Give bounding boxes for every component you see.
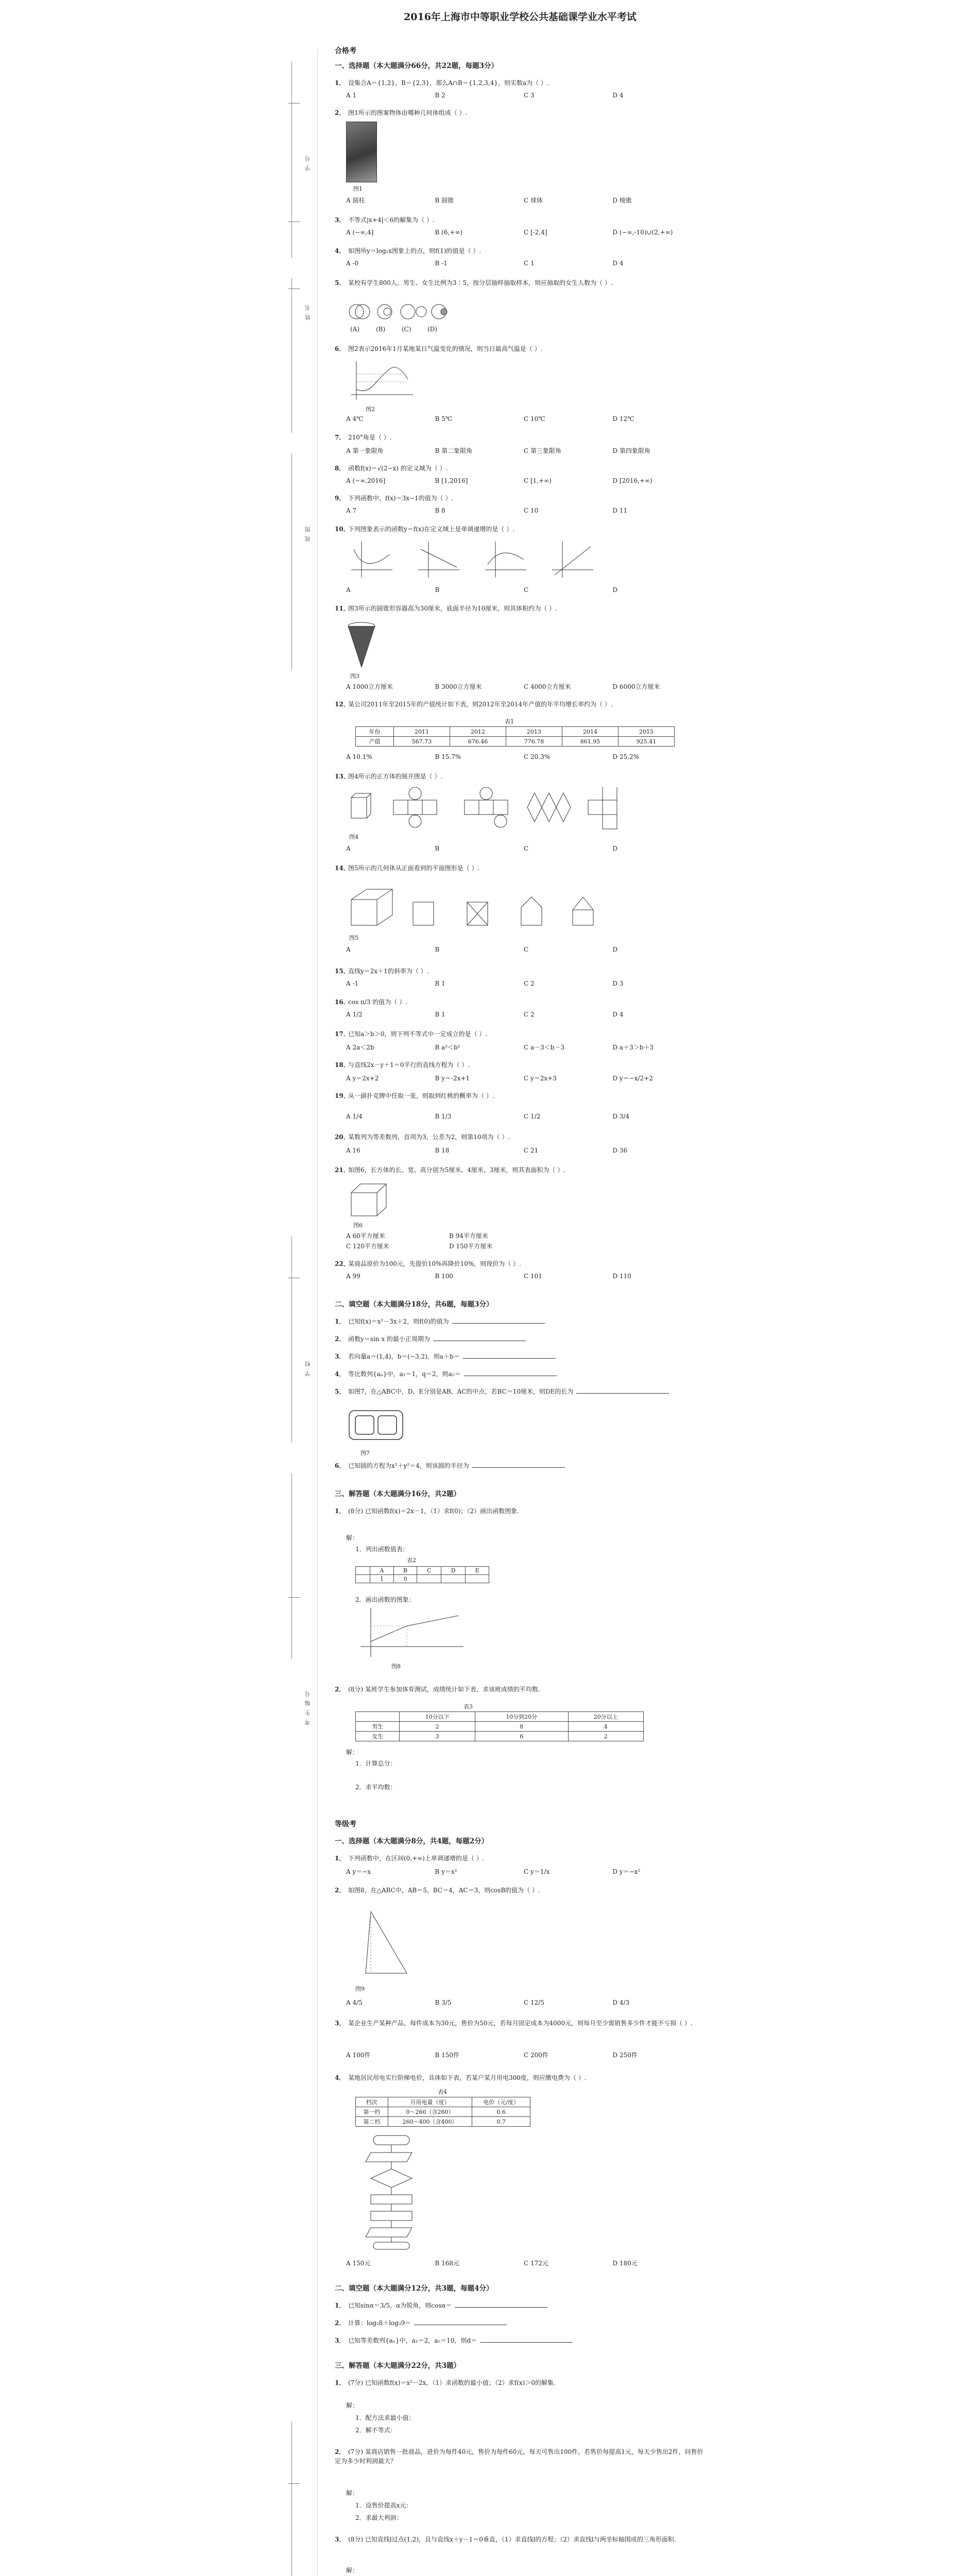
answer-2-step-2: 2．求平均数：	[355, 1784, 397, 1791]
question-7: 7． 210°角是（ ）.	[335, 434, 392, 441]
figure-1-caption: 图1	[353, 185, 363, 192]
question-22-options: A 99 B 100 C 101 D 110	[346, 1273, 631, 1280]
binding-line	[317, 49, 318, 2576]
margin-label-exam-no: 考 生 编 号	[304, 1690, 311, 1725]
b-answer-1-step-1: 1．配方法求最小值：	[355, 2414, 415, 2421]
question-4-options: A -0 B -1 C 1 D 4	[346, 260, 624, 267]
b-answer-2-step-1: 1．设售价提高x元：	[355, 2502, 412, 2509]
table-header-row: A B C D E	[356, 1567, 489, 1575]
question-13-net-figures	[346, 787, 634, 834]
question-11: 11．图3所示的圆锥形容器高为30厘米，底面半径为10厘米，则其体积约为（ ）.	[335, 605, 557, 612]
table-row: 男生 2 8 4	[356, 1722, 644, 1732]
answer-blank[interactable]	[452, 1317, 545, 1324]
fill-6: 6． 已知圆的方程为x²＋y²＝4，则该圆的半径为	[335, 1461, 706, 1470]
b-question-4-flowchart	[355, 2133, 427, 2251]
question-21-options-row2: C 120平方厘米 D 150平方厘米	[346, 1243, 493, 1250]
section-b-choice: 一、选择题（本大题满分8分，共4题，每题2分）	[335, 1837, 489, 1845]
table-header-row: 年份 2011 2012 2013 2014 2015	[356, 727, 675, 737]
question-14: 14．图5所示的几何体从正面看到的平面图形是（ ）.	[335, 865, 480, 872]
section-b-fill: 二、填空题（本大题满分12分，共3题，每题4分）	[335, 2284, 493, 2293]
margin-tick	[288, 103, 300, 104]
question-21: 21．如图6，长方体的长、宽、高分别为5厘米、4厘米、3厘米，则其表面积为（ ）.	[335, 1166, 566, 1174]
question-20-options: A 16 B 18 C 21 D 36	[346, 1147, 628, 1154]
answer-blank[interactable]	[414, 2318, 507, 2325]
question-15-options: A -1 B 1 C 2 D 3	[346, 980, 624, 987]
question-4: 4． 如图所y＝log₂x图象上的点，则f(1)的值是（ ）.	[335, 247, 482, 255]
table-4-caption: 表4	[438, 2089, 447, 2095]
figure-5-caption: 图5	[349, 935, 358, 941]
question-10: 10．下列图象表示的函数y＝f(x)在定义域上是单调递增的是（ ）.	[335, 526, 514, 533]
margin-tick	[288, 2483, 300, 2484]
question-17-options: A 2a＜2b B a²＜b² C a－3＜b－3 D a＋3＞b＋3	[346, 1044, 654, 1051]
table-2-caption: 表2	[407, 1557, 416, 1564]
question-6: 6． 图2表示2016年1月某地某日气温变化的情况，则当日最高气温是（ ）.	[335, 345, 543, 352]
question-10-options: A B C D	[346, 586, 618, 594]
figure-7-caption: 图7	[360, 1450, 370, 1456]
b-question-2: 2． 如图8，在△ABC中，AB＝5，BC＝4，AC＝3，则cosB的值为（ ）.	[335, 1887, 540, 1894]
fill-2: 2． 函数y＝sin x 的最小正周期为	[335, 1334, 706, 1344]
exam-title: 2016年上海市中等职业学校公共基础课学业水平考试	[404, 11, 637, 23]
question-16-options: A 1/2 B 1 C 2 D 4	[346, 1011, 624, 1018]
b-fill-3: 3． 已知等差数列{aₙ}中，a₁＝2，a₅＝10，则d＝	[335, 2336, 706, 2345]
table-row: 女生 3 6 2	[356, 1732, 644, 1741]
fill-5: 5． 如图7，在△ABC中，D、E分别是AB、AC的中点，若BC＝10厘米，则DE的长为	[335, 1387, 706, 1396]
question-2-photo	[346, 122, 377, 182]
answer-1-step-1: 1．列出函数值表：	[355, 1546, 409, 1553]
question-17: 17．已知a＞b＞0，则下列不等式中一定成立的是（ ）.	[335, 1030, 488, 1038]
fill-4: 4． 等比数列{aₙ}中，a₁＝1，q＝2，则a₅＝	[335, 1369, 706, 1379]
b-answer-question-1: 1． (7分) 已知函数f(x)＝x²－2x，（1）求函数的最小值；（2）求f(x)＞0的解集.	[335, 2379, 556, 2386]
question-19-options: A 1/4 B 1/3 C 1/2 D 3/4	[346, 1113, 630, 1120]
answer-blank[interactable]	[433, 1334, 526, 1341]
section-b-answer: 三、解答题（本大题满分22分，共3题）	[335, 2362, 461, 2370]
table-1-caption: 表1	[505, 718, 514, 725]
table-3-caption: 表3	[463, 1703, 473, 1710]
b-question-4: 4． 某地居民用电实行阶梯电价，具体如下表，若某户某月用电300度，则应缴电费为（ ）.	[335, 2074, 587, 2081]
b-answer-1-label: 解：	[346, 2402, 359, 2409]
margin-rule	[291, 62, 292, 258]
b-question-3: 3． 某企业生产某种产品，每件成本为30元，售价为50元，若每月固定成本为4000元，则每月至少需销售多少件才能不亏损（ ）.	[335, 2020, 693, 2027]
answer-blank[interactable]	[472, 1461, 565, 1468]
fill-3: 3． 若向量a＝(1,4)，b＝(−3,2)，则a＋b＝	[335, 1352, 706, 1361]
b-question-1-options: A y＝−x B y＝x² C y＝1/x D y＝−x²	[346, 1868, 641, 1875]
question-8-options: A (−∞,2016] B [1,2016] C [1,+∞) D [2016,+∞)	[346, 477, 652, 484]
question-1: 1． 设集合A＝{1,2}，B＝{2,3}，那么A∩B＝{1,2,3,4}，则实数a为（ ）.	[335, 79, 549, 87]
table-header-row: 10分以下 10分到20分 20分以上	[356, 1712, 644, 1722]
question-8: 8． 函数f(x)＝√(2−x) 的定义域为（ ）.	[335, 465, 448, 472]
question-10-function-graphs	[346, 539, 614, 580]
question-6-options: A 4℃ B 5℃ C 10℃ D 12℃	[346, 415, 634, 422]
b-answer-question-3: 3． (8分) 已知直线l过点(1,2)，且与直线x＋y－1＝0垂直，（1）求直线l的方程；（2）求直线l与两坐标轴围成的三角形面积.	[335, 2536, 676, 2543]
question-15: 15．直线y＝2x＋1的斜率为（ ）.	[335, 968, 429, 975]
margin-label-student-id: 学 号	[304, 155, 311, 171]
figure-3-caption: 图3	[350, 673, 359, 680]
answer-1-step-2: 2．画出函数的图象：	[355, 1596, 415, 1603]
question-14-solid-figures	[346, 879, 634, 936]
question-20: 20．某数列为等差数列，首项为3，公差为2，则第10项为（ ）.	[335, 1133, 510, 1141]
question-3: 3． 不等式|x+4|＜6的解集为（ ）.	[335, 216, 435, 224]
question-2-options: A 圆柱 B 圆锥 C 球体 D 棱锥	[346, 197, 632, 204]
question-18-options: A y＝2x+2 B y＝-2x+1 C y＝2x+3 D y＝−x/2+2	[346, 1075, 653, 1082]
question-11-cone-figure	[346, 618, 377, 675]
margin-label-name: 姓 名	[304, 304, 311, 320]
score-table	[355, 1711, 644, 1741]
part-advanced-label: 等级考	[335, 1820, 356, 1828]
fill-5-figure	[346, 1406, 408, 1448]
margin-label-class: 班 级	[304, 526, 311, 542]
section-a-choice: 一、选择题（本大题满分66分，共22题，每题3分）	[335, 62, 498, 70]
table-header-row: 档次 月用电量（度） 电价（元/度）	[356, 2097, 530, 2107]
question-13: 13．图4所示的正方体的展开图是（ ）.	[335, 773, 443, 780]
question-13-options: A B C D	[346, 845, 618, 852]
question-9: 9． 下列函数中，f(x)＝3x−1的值为（ ）.	[335, 495, 454, 502]
margin-rule	[291, 1236, 292, 1443]
table-row: 产值 567.73 676.46 776.78 861.95 925.41	[356, 737, 675, 747]
question-12: 12．某公司2011年至2015年的产值统计如下表，则2012年至2014年产值的年平均增长率约为（ ）.	[335, 701, 613, 708]
b-question-1: 1． 下列函数中，在区间(0,+∞)上单调递增的是（ ）.	[335, 1855, 485, 1862]
answer-2-step-1: 1．计算总分：	[355, 1760, 397, 1767]
question-21-box-figure	[346, 1180, 392, 1221]
b-fill-1: 1． 已知sinα＝3/5，α为锐角，则cosα＝	[335, 2301, 706, 2310]
margin-tick	[288, 1597, 300, 1598]
question-3-options: A (−∞,4] B (6,+∞) C [-2,4] D (−∞,-10)∪(2,+∞)	[346, 229, 673, 236]
answer-blank[interactable]	[464, 1369, 557, 1376]
b-question-2-triangle	[355, 1906, 417, 1984]
figure-4-caption: 图4	[349, 834, 358, 840]
function-value-table	[355, 1566, 489, 1583]
question-22: 22．某商品原价为100元，先提价10%再降价10%，则现价为（ ）.	[335, 1260, 521, 1267]
fill-1: 1． 已知f(x)＝x²－3x＋2，则f(0)的值为	[335, 1317, 706, 1326]
b-question-3-options: A 100件 B 150件 C 200件 D 250件	[346, 2052, 638, 2059]
question-5-venn-figures	[346, 299, 449, 325]
question-16: 16．cos π/3 的值为（ ）.	[335, 998, 407, 1006]
question-14-options: A B C D	[346, 946, 618, 953]
question-21-options-row1: A 60平方厘米 B 94平方厘米	[346, 1232, 488, 1240]
table-row: 1 0	[356, 1575, 489, 1583]
b-question-4-options: A 150元 B 168元 C 172元 D 180元	[346, 2260, 638, 2267]
b-question-2-options: A 4/5 B 3/5 C 12/5 D 4/3	[346, 1999, 630, 2006]
question-6-temperature-graph	[346, 359, 418, 405]
question-7-options: A 第一象限角 B 第二象限角 C 第三象限角 D 第四象限角	[346, 447, 650, 454]
part-basic-label: 合格考	[335, 47, 356, 55]
margin-label-school: 学 校	[304, 1360, 311, 1377]
answer-1-graph	[355, 1605, 469, 1662]
answer-blank[interactable]	[455, 2301, 547, 2308]
question-1-options: A 1 B 2 C 3 D 4	[346, 92, 624, 99]
question-19: 19．从一副扑克牌中任取一张，则取到红桃的概率为（ ）.	[335, 1092, 494, 1099]
question-5: 5． 某校有学生800人，男生、女生比例为3∶5，按分层抽样抽取样本，则应抽取的女生人数为（ ）.	[335, 279, 613, 286]
answer-question-1: 1． (8分) 已知函数f(x)＝2x－1，（1）求f(0)；（2）画出函数图象.	[335, 1507, 519, 1515]
section-a-fill: 二、填空题（本大题满分18分，共6题，每题3分）	[335, 1300, 493, 1309]
figure-6-caption: 图6	[353, 1222, 363, 1229]
b-answer-2-label: 解：	[346, 2489, 359, 2497]
answer-blank[interactable]	[480, 2336, 573, 2343]
electricity-price-table	[355, 2097, 530, 2127]
question-11-options: A 1000立方厘米 B 3000立方厘米 C 4000立方厘米 D 6000立方厘米	[346, 683, 660, 690]
question-5-options: (A) (B) (C) (D)	[350, 326, 437, 333]
figure-8-caption: 图8	[391, 1663, 401, 1670]
answer-question-2: 2． (8分) 某班学生参加体育测试，成绩统计如下表，求该班成绩的平均数.	[335, 1686, 540, 1693]
figure-2-caption: 图2	[366, 406, 375, 413]
answer-blank[interactable]	[576, 1387, 669, 1394]
answer-1-label: 解：	[346, 1534, 359, 1541]
question-12-options: A 10.1% B 15.7% C 20.3% D 25.2%	[346, 753, 640, 760]
question-9-options: A 7 B 8 C 10 D 11	[346, 507, 628, 514]
question-2: 2． 图1所示的图案物体由哪种几何体组成（ ）.	[335, 109, 468, 116]
b-answer-question-2: 2． (7分) 某商店销售一批商品，进价为每件40元，售价为每件60元，每天可售出100件，若售价每提高1元，每天少售出2件，问售价定为多少时利润最大？	[335, 2448, 703, 2465]
b-answer-1-step-2: 2．解不等式：	[355, 2427, 397, 2434]
b-fill-2: 2． 计算：log₂8＋log₃9＝	[335, 2318, 706, 2328]
margin-rule	[291, 453, 292, 670]
section-a-answer: 三、解答题（本大题满分16分，共2题）	[335, 1490, 461, 1498]
figure-9-caption: 图9	[355, 1986, 365, 1992]
margin-rule	[291, 278, 292, 433]
table-row: 第二档 260～400（含400） 0.7	[356, 2117, 530, 2127]
production-table	[355, 726, 675, 747]
margin-rule	[291, 2421, 292, 2576]
b-answer-3-label: 解：	[346, 2567, 359, 2574]
table-row: 第一档 0～260（含260） 0.6	[356, 2107, 530, 2117]
b-answer-2-step-2: 2．求最大利润：	[355, 2514, 403, 2521]
answer-2-label: 解：	[346, 1749, 359, 1756]
answer-blank[interactable]	[463, 1352, 556, 1359]
margin-rule	[291, 1473, 292, 1659]
question-18: 18．与直线2x－y＋1＝0平行的直线方程为（ ）.	[335, 1061, 470, 1069]
